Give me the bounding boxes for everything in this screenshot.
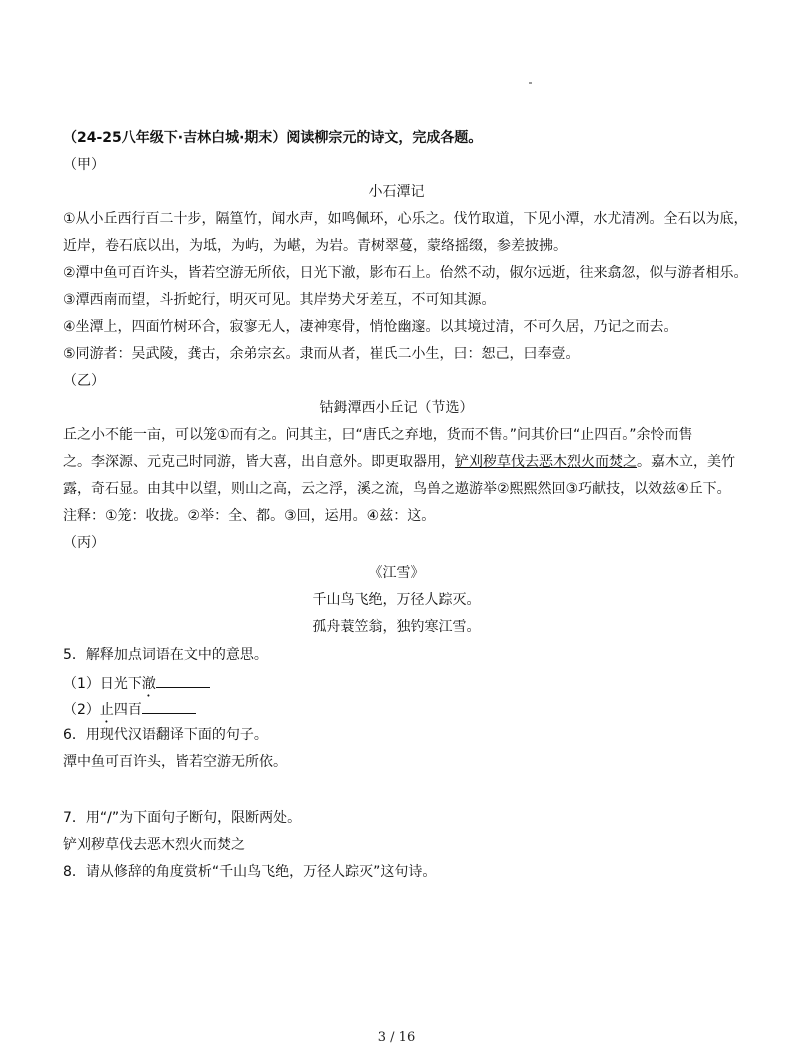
text-segment: （2） bbox=[63, 702, 100, 718]
question-5: 5．解释加点词语在文中的意思。 bbox=[63, 647, 268, 663]
question-title: （24-25八年级下·吉林白城·期末）阅读柳宗元的诗文，完成各题。 bbox=[63, 130, 483, 146]
text-line: ⑤同游者：吴武陵，龚古，余弟宗玄。隶而从者，崔氏二小生，曰：恕己，曰奉壹。 bbox=[63, 346, 580, 362]
text-segment: 。嘉木立，美竹 bbox=[637, 454, 735, 470]
text-segment: （1）日光下 bbox=[63, 676, 142, 692]
poem-line: 千山鸟飞绝，万径人踪灭。 bbox=[312, 592, 481, 608]
poem-title: 《江雪》 bbox=[368, 565, 425, 581]
section-label-bing: （丙） bbox=[63, 535, 105, 551]
question-6: 6．用现代汉语翻译下面的句子。 bbox=[63, 727, 268, 743]
annotation-notes: 注释：①笼：收拢。②举：全、都。③回，运用。④兹：这。 bbox=[63, 508, 436, 524]
scan-speck bbox=[529, 82, 532, 84]
underlined-sentence: 铲刈秽草伐去恶木烈火而焚之 bbox=[455, 454, 637, 470]
answer-blank[interactable] bbox=[142, 699, 196, 714]
question-7-sentence: 铲刈秽草伐去恶木烈火而焚之 bbox=[63, 837, 245, 853]
question-5-1 bbox=[63, 673, 743, 700]
text-line: ③潭西南而望，斗折蛇行，明灭可见。其岸势犬牙差互，不可知其源。 bbox=[63, 292, 496, 308]
text-segment: 四百 bbox=[113, 702, 142, 718]
text-segment: 之。李深源、元克己时同游，皆大喜，出自意外。即更取器用， bbox=[63, 454, 455, 470]
poem-line: 孤舟蓑笠翁，独钓寒江雪。 bbox=[312, 619, 481, 635]
question-6-sentence: 潭中鱼可百许头，皆若空游无所依。 bbox=[63, 754, 287, 770]
question-5-2 bbox=[63, 699, 743, 726]
question-7: 7．用“/”为下面句子断句，限断两处。 bbox=[63, 810, 302, 826]
text-line: 近岸，卷石底以出，为坻，为屿，为嵁，为岩。青树翠蔓，蒙络摇缀，参差披拂。 bbox=[63, 238, 567, 254]
section-title-yi: 钴鉧潭西小丘记（节选） bbox=[319, 400, 474, 416]
text-line: 丘之小不能一亩，可以笼①而有之。问其主，曰“唐氏之弃地，货而不售。”问其价曰“止四百。”余怜而售 bbox=[63, 427, 693, 443]
answer-blank[interactable] bbox=[156, 673, 210, 688]
section-label-jia: （甲） bbox=[63, 157, 105, 173]
text-line: ④坐潭上，四面竹树环合，寂寥无人，凄神寒骨，悄怆幽邃。以其境过清，不可久居，乃记之而去。 bbox=[63, 319, 678, 335]
text-line: ②潭中鱼可百许头，皆若空游无所依，日光下澈，影布石上。佁然不动，俶尔远逝，往来翕忽，似与游者相乐。 bbox=[63, 265, 748, 281]
page-number: 3 / 16 bbox=[377, 1030, 416, 1045]
section-label-yi: （乙） bbox=[63, 373, 105, 389]
text-line: 露，奇石显。由其中以望，则山之高，云之浮，溪之流，鸟兽之遨游举②熙熙然回③巧献技，以效兹④丘下。 bbox=[63, 481, 731, 497]
section-title-jia: 小石潭记 bbox=[368, 184, 425, 200]
text-line bbox=[63, 452, 743, 472]
question-8: 8．请从修辞的角度赏析“千山鸟飞绝，万径人踪灭”这句诗。 bbox=[63, 864, 437, 880]
dotted-word: 止 bbox=[99, 702, 114, 718]
text-line: ①从小丘西行百二十步，隔篁竹，闻水声，如鸣佩环，心乐之。伐竹取道，下见小潭，水尤清冽。全石以为底， bbox=[63, 211, 748, 227]
dotted-word: 澈 bbox=[141, 676, 156, 692]
